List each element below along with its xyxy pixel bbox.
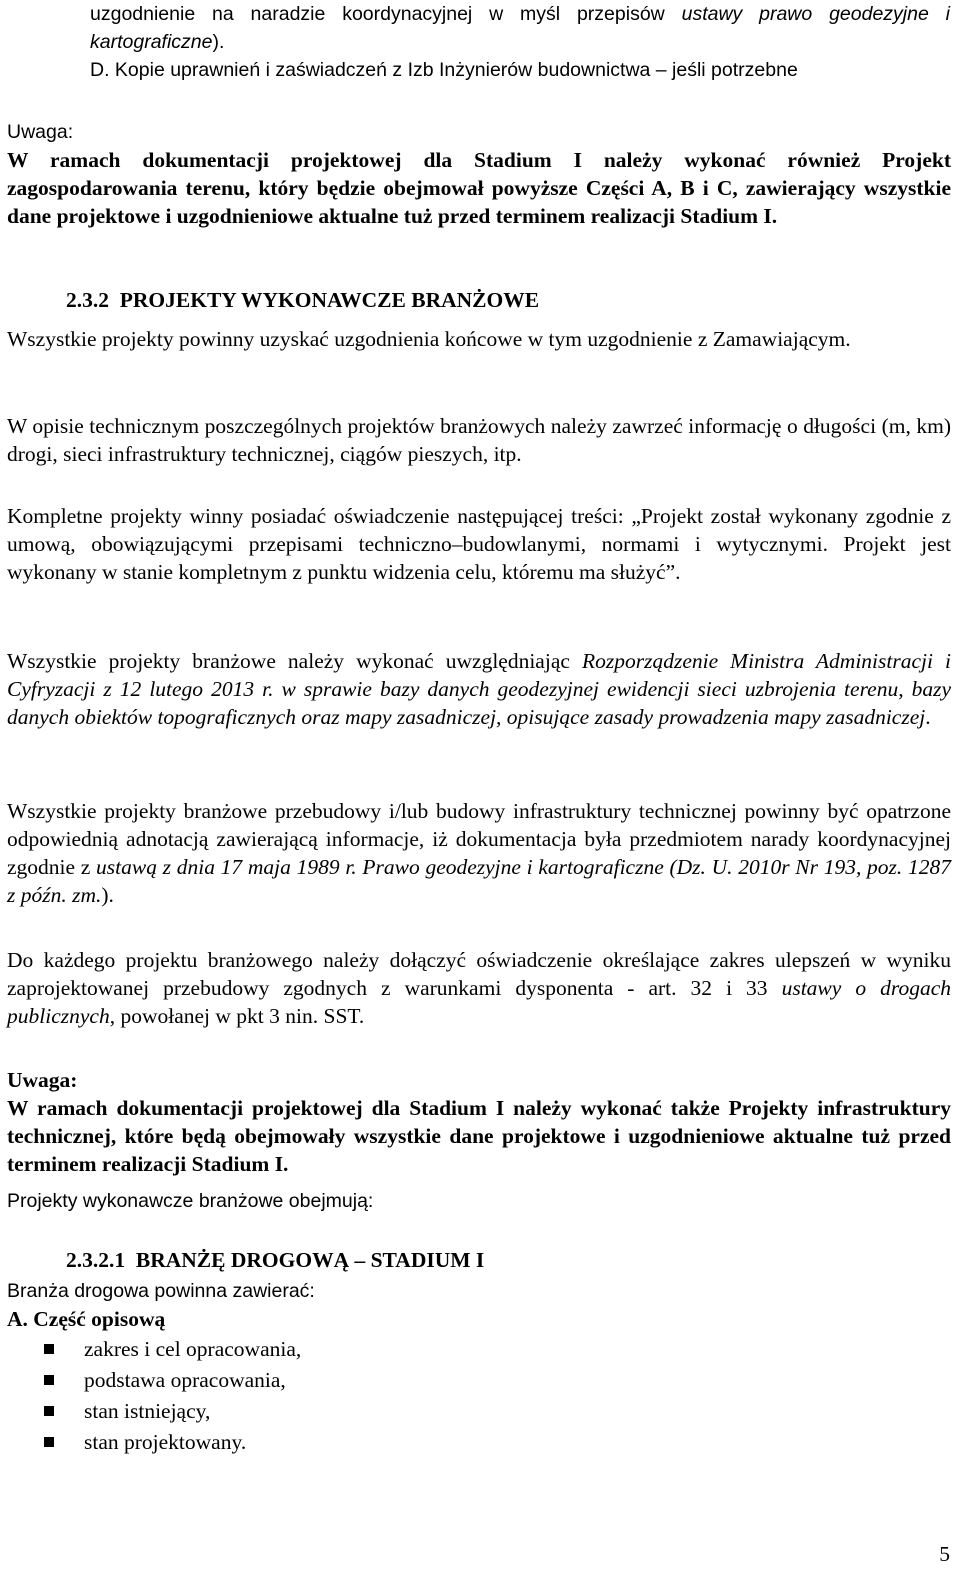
list-item-label: zakres i cel opracowania, — [84, 1337, 302, 1361]
list-item-label: podstawa opracowania, — [84, 1368, 286, 1392]
section-number: 2.3.2 — [66, 288, 109, 312]
section-title: PROJEKTY WYKONAWCZE BRANŻOWE — [119, 288, 540, 312]
paragraph: Kompletne projekty winny posiadać oświadczenie następującej treści: „Projekt został wykonany zgodnie z umową, obowiązującymi przepisami techniczno–budowlanymi, normami i wytycznymi. Projekt jest wykonany w stanie kompletnym z punktu widzenia celu, któremu ma służyć”. — [7, 504, 951, 584]
list-item — [7, 1334, 951, 1365]
text-run: Do każdego projektu branżowego należy dołączyć oświadczenie określające zakres ulepszeń w wyniku zaprojektowanej przebudowy zgodnych z warunkami dysponenta - art. 32 i 33 — [7, 948, 951, 1000]
note-text: W ramach dokumentacji projektowej dla Stadium I należy wykonać również Projekt zagospodarowania terenu, który będzie obejmował powyższe Części A, B i C, zawierający wszystkie dane projektowe i uzgodnieniowe aktualne tuż przed terminem realizacji Stadium I. — [7, 148, 951, 228]
section-heading — [66, 286, 946, 314]
paragraph — [7, 647, 951, 731]
list-intro: Projekty wykonawcze branżowe obejmują: — [7, 1190, 374, 1212]
square-bullet-icon — [44, 1375, 54, 1385]
note-label: Uwaga: — [7, 121, 74, 143]
paragraph — [7, 946, 951, 1030]
list-item — [7, 1365, 951, 1396]
paragraph — [7, 797, 951, 909]
list-item-label: stan projektowany. — [84, 1430, 247, 1454]
list-item-d: D. Kopie uprawnień i zaświadczeń z Izb Inżynierów budownictwa – jeśli potrzebne — [90, 59, 798, 81]
branza-intro: Branża drogowa powinna zawierać: — [7, 1280, 315, 1302]
subsection-title: BRANŻĘ DROGOWĄ – STADIUM I — [135, 1248, 485, 1272]
text-run: ). — [101, 883, 114, 907]
text-run: , powołanej w pkt 3 nin. SST. — [109, 1004, 365, 1028]
list-item-label: stan istniejący, — [84, 1399, 211, 1423]
text-run: . — [925, 705, 931, 729]
square-bullet-icon — [44, 1344, 54, 1354]
square-bullet-icon — [44, 1406, 54, 1416]
subsection-heading — [66, 1246, 946, 1274]
paragraph: W opisie technicznym poszczególnych projektów branżowych należy zawrzeć informację o długości (m, km) drogi, sieci infrastruktury technicznej, ciągów pieszych, itp. — [7, 414, 951, 466]
text-run: Wszystkie projekty branżowe przebudowy i/lub budowy infrastruktury technicznej powinny być opatrzone odpowiednią adnotacją zawierającą informacje, iż dokumentacja była przedmiotem narady koordynacyjnej zgodnie z — [7, 799, 951, 879]
text-run: uzgodnienie na naradzie koordynacyjnej w myśl przepisów — [90, 3, 682, 25]
square-bullet-icon — [44, 1437, 54, 1447]
italic-run: ustawy prawo geodezyjne i kartograficzne — [90, 3, 951, 53]
paragraph: Wszystkie projekty powinny uzyskać uzgodnienia końcowe w tym uzgodnienie z Zamawiającym. — [7, 327, 851, 351]
part-a-heading: A. Część opisową — [7, 1307, 166, 1331]
list-item — [7, 1396, 951, 1427]
page-number: 5 — [939, 1542, 950, 1566]
italic-run: ustawą z dnia 17 maja 1989 r. Prawo geodezyjne i kartograficzne (Dz. U. 2010r Nr 193, poz. 1287 z późn. zm. — [7, 855, 951, 907]
text-run: ). — [212, 31, 225, 53]
bullet-list — [7, 1334, 951, 1458]
note-text: W ramach dokumentacji projektowej dla Stadium I należy wykonać także Projekty infrastruktury technicznej, które będą obejmowały wszystkie dane projektowe i uzgodnieniowe aktualne tuż przed terminem realizacji Stadium I. — [7, 1096, 951, 1176]
continuation-text — [90, 0, 950, 56]
italic-run: Rozporządzenie Ministra Administracji i Cyfryzacji z 12 lutego 2013 r. w sprawie bazy danych geodezyjnej ewidencji sieci uzbrojenia terenu, bazy danych obiektów topograficznych oraz mapy zasadniczej, opisujące zasady prowadzenia mapy zasadniczej — [7, 649, 951, 729]
subsection-number: 2.3.2.1 — [66, 1248, 126, 1272]
list-item — [7, 1427, 951, 1458]
text-run: Wszystkie projekty branżowe należy wykonać uwzględniając — [7, 649, 582, 673]
note-label: Uwaga: — [7, 1068, 78, 1092]
italic-run: ustawy o drogach publicznych — [7, 976, 951, 1028]
